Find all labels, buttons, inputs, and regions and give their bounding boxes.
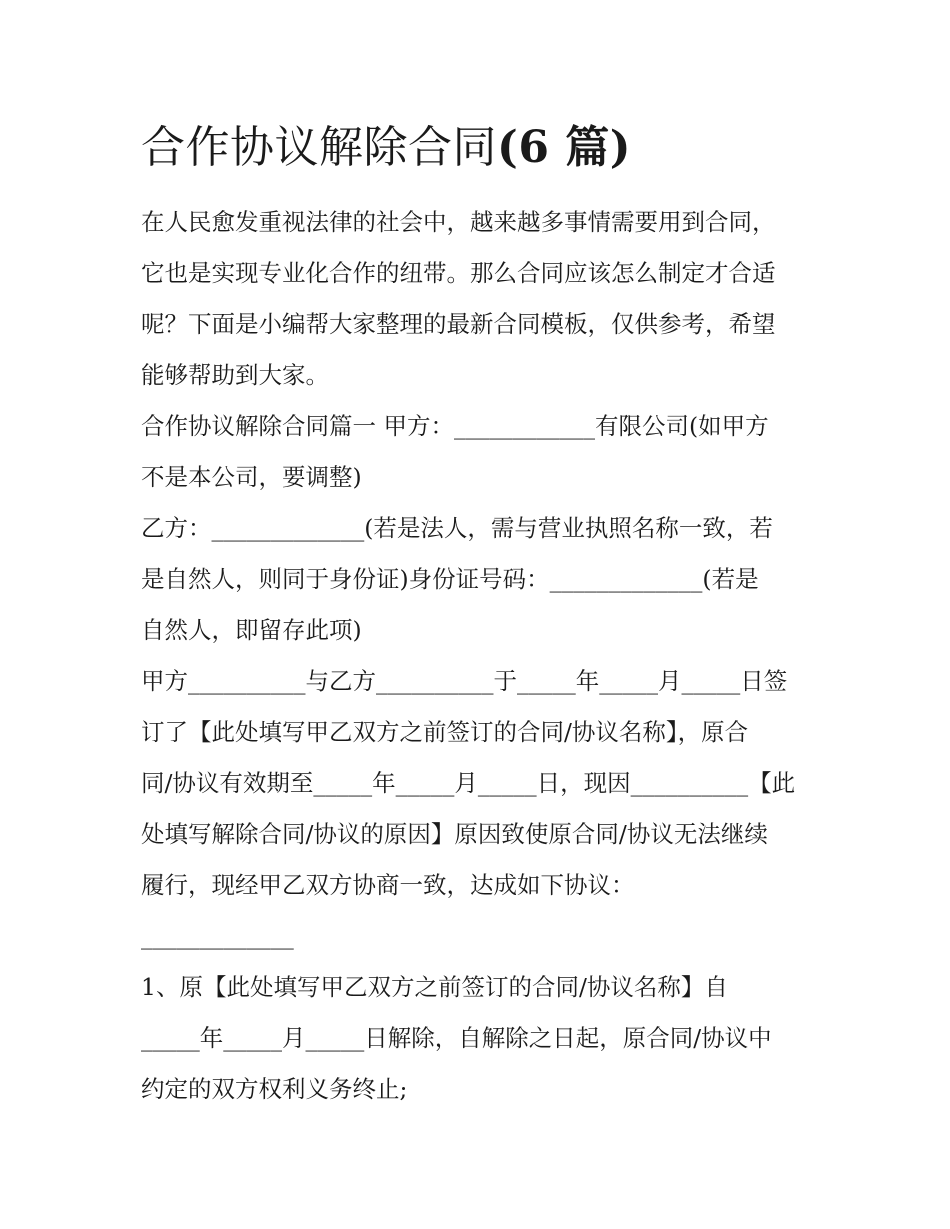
document-title-main: 合作协议解除合同 [141,122,497,173]
clause-1-line-1: 1、原【此处填写甲乙双方之前签订的合同/协议名称】自 [141,973,728,1001]
preamble-line-5: 履行，现经甲乙双方协商一致，达成如下协议： [141,871,635,899]
intro-line-2: 它也是实现专业化合作的纽带。那么合同应该怎么制定才合适 [141,259,776,287]
party-b-line-2: 是自然人，则同于身份证)身份证号码：_____________(若是 [141,565,759,593]
document-title-suffix: (6 篇) [497,122,632,173]
blank-field-line: _____________ [141,922,294,950]
document-body [141,197,821,1115]
intro-line-3: 呢？下面是小编帮大家整理的最新合同模板，仅供参考，希望 [141,310,776,338]
clause-1-line-3: 约定的双方权利义务终止; [141,1075,408,1103]
preamble-line-1: 甲方__________与乙方__________于_____年_____月_____日签 [141,667,788,695]
preamble-line-4: 处填写解除合同/协议的原因】原因致使原合同/协议无法继续 [141,820,768,848]
party-b-line-3: 自然人，即留存此项) [141,616,362,644]
clause-1-line-2: _____年_____月_____日解除，自解除之日起，原合同/协议中 [141,1024,772,1052]
party-b-line-1: 乙方：_____________(若是法人，需与营业执照名称一致，若 [141,514,773,542]
document-title [141,118,631,178]
party-a-line-2: 不是本公司，要调整) [141,463,362,491]
intro-line-4: 能够帮助到大家。 [141,361,329,389]
preamble-line-2: 订了【此处填写甲乙双方之前签订的合同/协议名称】，原合 [141,718,749,746]
intro-line-1: 在人民愈发重视法律的社会中，越来越多事情需要用到合同， [141,208,776,236]
preamble-line-3: 同/协议有效期至_____年_____月_____日，现因__________【此 [141,769,796,797]
party-a-line-1: 合作协议解除合同篇一 甲方：____________有限公司(如甲方 [141,412,769,440]
